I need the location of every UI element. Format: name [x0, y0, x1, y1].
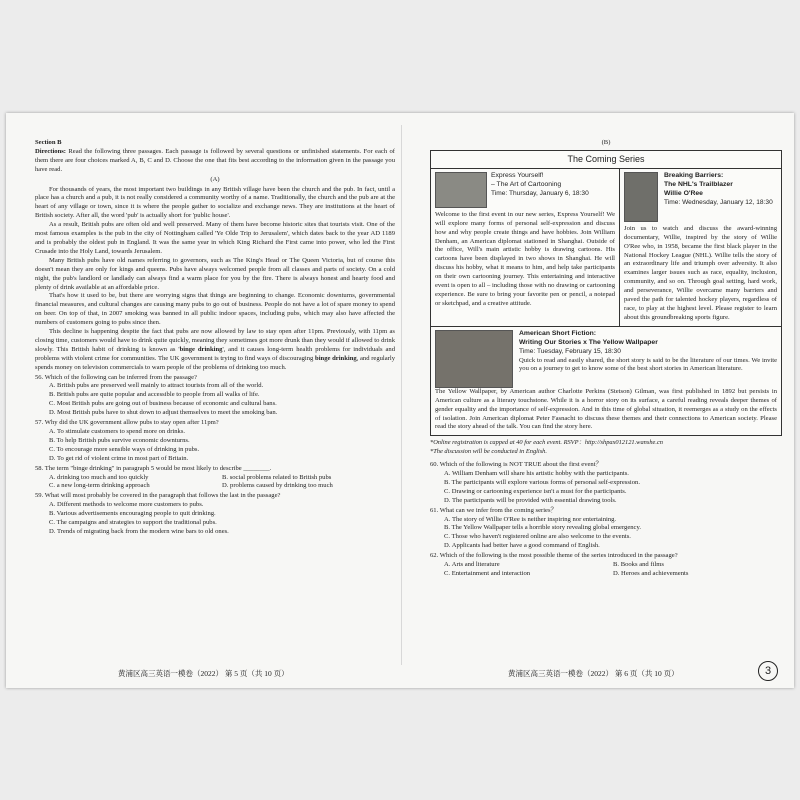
answer-option: B. Various advertisements encouraging people to quit drinking.: [49, 510, 216, 518]
answer-option: D. problems caused by drinking too much: [222, 482, 333, 490]
passage-paragraph: This decline is happening despite the fact that pubs are now allowed by law to stay open after 11pm. Previously, with 11pm as closing time, customers would have to drink quite quickly, meaning they sometimes got more drunk than they would if allowed to drink slowly. This British habit of drinking is known as 'binge drinking', and it causes long-term health problems for individuals and problems with violent crime for communities. The UK government is trying to find ways of discouraging binge drinking, and regularly spends money on television commercials to warn people of the problems of drinking too much.: [35, 328, 396, 371]
passage-b-label: (B): [601, 139, 611, 146]
page-badge: 3: [758, 661, 778, 681]
answer-option: D. Most British pubs have to shut down to adjust themselves to meet the smoking ban.: [49, 409, 278, 417]
author-portrait-icon: [435, 330, 513, 388]
documentary-poster-icon: [624, 172, 658, 222]
answer-option: C. Entertainment and interaction: [444, 570, 531, 577]
registration-note: *Online registration is capped at 40 for each event. RSVP：http://shpax012121.wanshe.cn: [430, 439, 663, 447]
event-description: Quick to read and easily shared, the short story is said to be the literature of our times. We invite you on a journey to get to know some of the best short stories in American literature.: [519, 356, 777, 373]
event-description: Join us to watch and discuss the award-winning documentary, Willie, inspired by the story of Willie O'Ree who, in 1958, became the first black player in the National Hockey League (NHL). Willie tells the story of an extraordinary life and triumph over adversity. It also examines larger issues such as race, equality, inclusion, community, and so on. Through goal setting, hard work, and perseverance, Willie overcame many barriers and paved the path for talented hockey players, regardless of race, to play at the highest level. Please register to learn about this groundbreaking sports figure.: [624, 224, 777, 321]
answer-option: D. Heroes and achievements: [613, 570, 689, 577]
answer-option: C. Drawing or cartooning experience isn't a must for the participants.: [444, 487, 627, 495]
answer-option: A. William Denham will share his artistic hobby with the participants.: [444, 470, 629, 478]
passage-paragraph: As a result, British pubs are often old and well preserved. Many of them have become historic sites that tourists visit. One of the most famous examples is the pub in the city of Nottingham called 'Ye Olde Trip to Jerusalem', which dates back to the year AD 1189 and is probably the oldest pub in England. It was the same year in which King Richard the First came into power, who led the First Crusade into the Holy Land, towards Jerusalem.: [35, 221, 395, 255]
answer-option: A. Arts and literature: [444, 561, 500, 569]
answer-option: D. The participants will be provided with essential drawing tools.: [444, 496, 617, 504]
event-short-fiction: [431, 327, 781, 436]
answer-option: A. British pubs are preserved well mainly to attract tourists from all of the world.: [49, 382, 264, 390]
question-list: [35, 374, 395, 537]
event-cartooning: [431, 169, 620, 326]
question-stem: 62. Which of the following is the most possible theme of the series introduced in the passage?: [430, 552, 678, 560]
answer-option: B. To help British pubs survive economic downturns.: [49, 436, 190, 444]
answer-option: B. social problems related to British pubs: [222, 473, 332, 481]
passage-paragraph: Many British pubs have old names referring to governors, such as The King's Head or The Queen Victoria, but of course this doesn't mean they are only for kings and queens. Pubs have always welcomed people from all classes and parts of society. On a cold night, the pub's landlord or landlady can always find a warm place for you by the fire. There is always honest and hearty food and plenty of drink available at an affordable price.: [35, 256, 395, 291]
section-heading: Section B: [35, 139, 62, 146]
event-time: Time: Wednesday, January 12, 18:30: [664, 198, 773, 206]
question-stem: 61. What can we infer from the coming series？: [430, 506, 558, 514]
answer-option: C. Most British pubs are going out of business because of economic and cultural bans.: [49, 400, 277, 408]
event-time: Time: Thursday, January 6, 18:30: [491, 189, 589, 197]
event-subtitle: – The Art of Cartooning: [491, 180, 562, 188]
question-list: [430, 461, 782, 579]
answer-option: A. The story of Willie O'Ree is neither inspiring nor entertaining.: [444, 515, 617, 523]
answer-option: C. a new long-term drinking approach: [49, 482, 150, 490]
event-title: Express Yourself!: [491, 171, 544, 179]
passage-paragraph: That's how it used to be, but there are worrying signs that things are beginning to change. Economic downturns, governmental financial measures, and cultural changes are causing many pubs to go out of business. People do not have a lot of spare money to spend on beer. On top of that, in 2007 smoking was banned in all public indoor spaces, including pubs, which may also have affected the numbers of customers going to pubs since then.: [35, 292, 395, 327]
question-stem: 60. Which of the following is NOT TRUE about the first event？: [430, 461, 603, 469]
event-subtitle: Willie O'Ree: [664, 189, 703, 197]
event-time: Time: Tuesday, February 15, 18:30: [519, 347, 621, 355]
language-note: *The discussion will be conducted in English.: [430, 448, 547, 456]
question-stem: 57. Why did the UK government allow pubs to stay open after 11pm?: [35, 419, 219, 427]
answer-option: D. To get rid of violent crime in most part of Britain.: [49, 454, 189, 462]
event-title: American Short Fiction:: [519, 329, 597, 337]
answer-option: D. Trends of migrating back from the modern wine bars to old ones.: [49, 527, 229, 535]
left-footer: 黄浦区高三英语一模卷（2022） 第 5 页（共 10 页）: [118, 669, 289, 678]
answer-option: A. drinking too much and too quickly: [49, 473, 149, 481]
answer-option: C. The campaigns and strategies to support the traditional pubs.: [49, 519, 217, 527]
right-page: [430, 139, 782, 579]
answer-option: A. Different methods to welcome more customers to pubs.: [49, 501, 204, 509]
cartoon-image-icon: [435, 172, 487, 208]
event-subtitle: The NHL's Trailblazer: [664, 180, 733, 188]
event-description: The Yellow Wallpaper, by American author Charlotte Perkins (Stetson) Gilman, was first published in 1892 but persists in American culture as a literary touchstone. While it is a horror story on its surface, a careful reading reveals deeper themes of gender equality and the importance of self-expression. And in this time of global situation, it reemerges as a study on the effects of isolation. Join American diplomat Peter Fasnacht to discuss these themes and their connections to American society. Please read the story ahead of the talk. You can find the story here.: [435, 387, 777, 431]
answer-option: B. Books and films: [613, 561, 664, 569]
page-divider: [401, 125, 402, 665]
event-subtitle: Writing Our Stories x The Yellow Wallpaper: [519, 338, 658, 346]
answer-option: C. Those who haven't registered online are also welcome to the events.: [444, 533, 631, 541]
question-stem: 56. Which of the following can be inferred from the passage?: [35, 373, 197, 381]
directions: Directions: Read the following three passages. Each passage is followed by several questions or unfinished statements. For each of them there are four choices marked A, B, C and D. Choose the one that fits best according to the information given in the passage you have read.: [35, 147, 395, 173]
coming-series-box: [430, 150, 782, 436]
left-page: [35, 139, 395, 537]
passage-a-label: (A): [210, 175, 220, 183]
right-footer: 黄浦区高三英语一模卷（2022） 第 6 页（共 10 页）: [508, 669, 679, 678]
passage-paragraph: For thousands of years, the most important two buildings in any British village have been the church and the pub. In fact, until a place has a church and a pub, it is not really considered a community worthy of a name. Traditionally, the church and the pub are at the heart of any village or town, since it is where the people gather to socialize and exchange news. They are institutions at the heart of British society. After all, the word 'pub' is actually short for 'public house'.: [35, 185, 395, 220]
exam-spread: [6, 113, 794, 688]
answer-option: C. To encourage more sensible ways of drinking in pubs.: [49, 445, 200, 453]
events-row: [431, 169, 781, 327]
box-title: The Coming Series: [431, 151, 781, 169]
event-description: Welcome to the first event in our new series, Express Yourself! We will explore many forms of personal self-expression and discuss how and why people create things and have hobbies. Join William Denham, an American diplomat stationed in Shanghai. Outside of the office, Will's main artistic hobby is drawing cartoons. His cartoons have been displayed in two shows in Shanghai. He will discuss his hobby, what it means to him, and help take participants on their own cartooning journey. This entertaining and interactive event is open to all – including those with no drawing or cartooning experience. Be sure to bring your favorite pen or pencil, a notepad or sketchpad, and a creative attitude.: [435, 210, 615, 307]
answer-option: B. British pubs are quite popular and accessible to people from all walks of life.: [49, 391, 260, 399]
answer-option: A. To stimulate customers to spend more on drinks.: [49, 428, 186, 435]
question-stem: 58. The term "binge drinking" in paragraph 5 would be most likely to describe ________.: [35, 464, 272, 472]
answer-option: D. Applicants had better have a good command of English.: [444, 542, 600, 550]
event-title: Breaking Barriers:: [664, 171, 724, 179]
event-willie-oree: [620, 169, 781, 326]
answer-option: B. The participants will explore various forms of personal self-expression.: [444, 478, 640, 486]
question-stem: 59. What will most probably be covered in the paragraph that follows the last in the passage?: [35, 492, 281, 500]
answer-option: B. The Yellow Wallpaper tells a horrible story revealing global emergency.: [444, 524, 641, 532]
